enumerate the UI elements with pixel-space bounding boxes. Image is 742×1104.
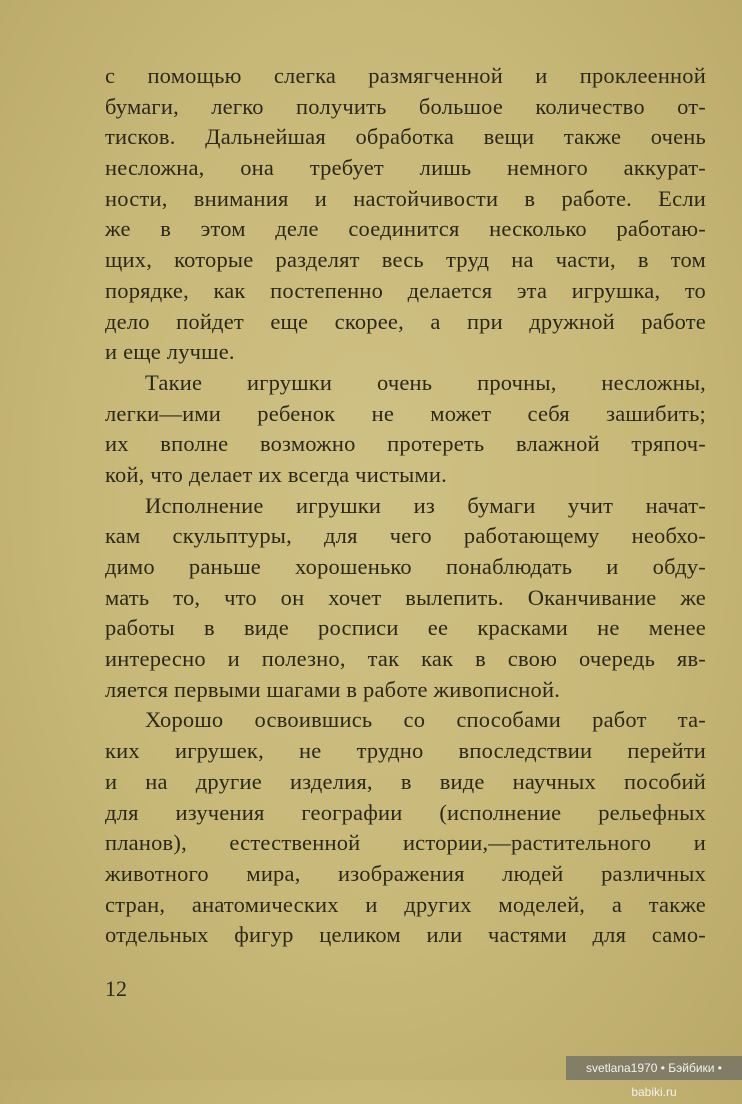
text-line: их вполне возможно протереть влажной тряпоч- [105,431,706,457]
text-line: животного мира, изображения людей различных [105,860,706,886]
text-line: стран, анатомических и других моделей, а также [105,891,706,917]
paragraph [105,491,706,706]
paragraph [105,61,706,368]
text-line: Такие игрушки очень прочны, несложны, [145,369,706,395]
text-line: отдельных фигур целиком или частями для само- [105,922,706,948]
text-line: несложна, она требует лишь немного аккурат- [105,155,706,181]
text-line: кой, что делает их всегда чистыми. [105,461,447,487]
text-line: интересно и полезно, так как в свою очередь яв- [105,646,706,672]
text-line: щих, которые разделят весь труд на части, в том [105,247,706,273]
watermark: svetlana1970 • Бэйбики • babiki.ru [566,1056,742,1080]
text-line: с помощью слегка размягченной и проклеенной [105,63,706,88]
text-line: легки—ими ребенок не может себя зашибить; [105,400,706,426]
text-line: ких игрушек, не трудно впоследствии перейти [105,738,706,764]
text-line: и еще лучше. [105,339,235,365]
text-line: ляется первыми шагами в работе живописной. [105,676,561,702]
text-line: планов), естественной истории,—растительного и [105,830,706,856]
page-number: 12 [105,976,127,1001]
text-line: ности, внимания и настойчивости в работе. Если [105,185,706,211]
text-line: димо раньше хорошенько понаблюдать и обду- [105,554,706,579]
paragraph [105,705,706,951]
text-line: Исполнение игрушки из бумаги учит начат- [145,492,706,518]
text-line: порядке, как постепенно делается эта игрушка, то [105,277,706,303]
text-line: работы в виде росписи ее красками не менее [105,615,706,641]
text-line: для изучения географии (исполнение рельефных [105,799,706,825]
paragraph [105,368,706,491]
text-line: и на другие изделия, в виде научных пособий [105,768,706,794]
text-line: дело пойдет еще скорее, а при дружной работе [105,308,706,334]
text-line: мать то, что он хочет вылепить. Оканчивание же [105,584,706,610]
text-line: кам скульптуры, для чего работающему необхо- [105,523,706,549]
text-line: же в этом деле соединится несколько работаю- [105,216,706,242]
text-line: бумаги, легко получить большое количество от- [105,93,706,119]
body-text [105,61,706,951]
text-line: тисков. Дальнейшая обработка вещи также очень [105,124,706,150]
text-line: Хорошо освоившись со способами работ та- [145,707,706,733]
